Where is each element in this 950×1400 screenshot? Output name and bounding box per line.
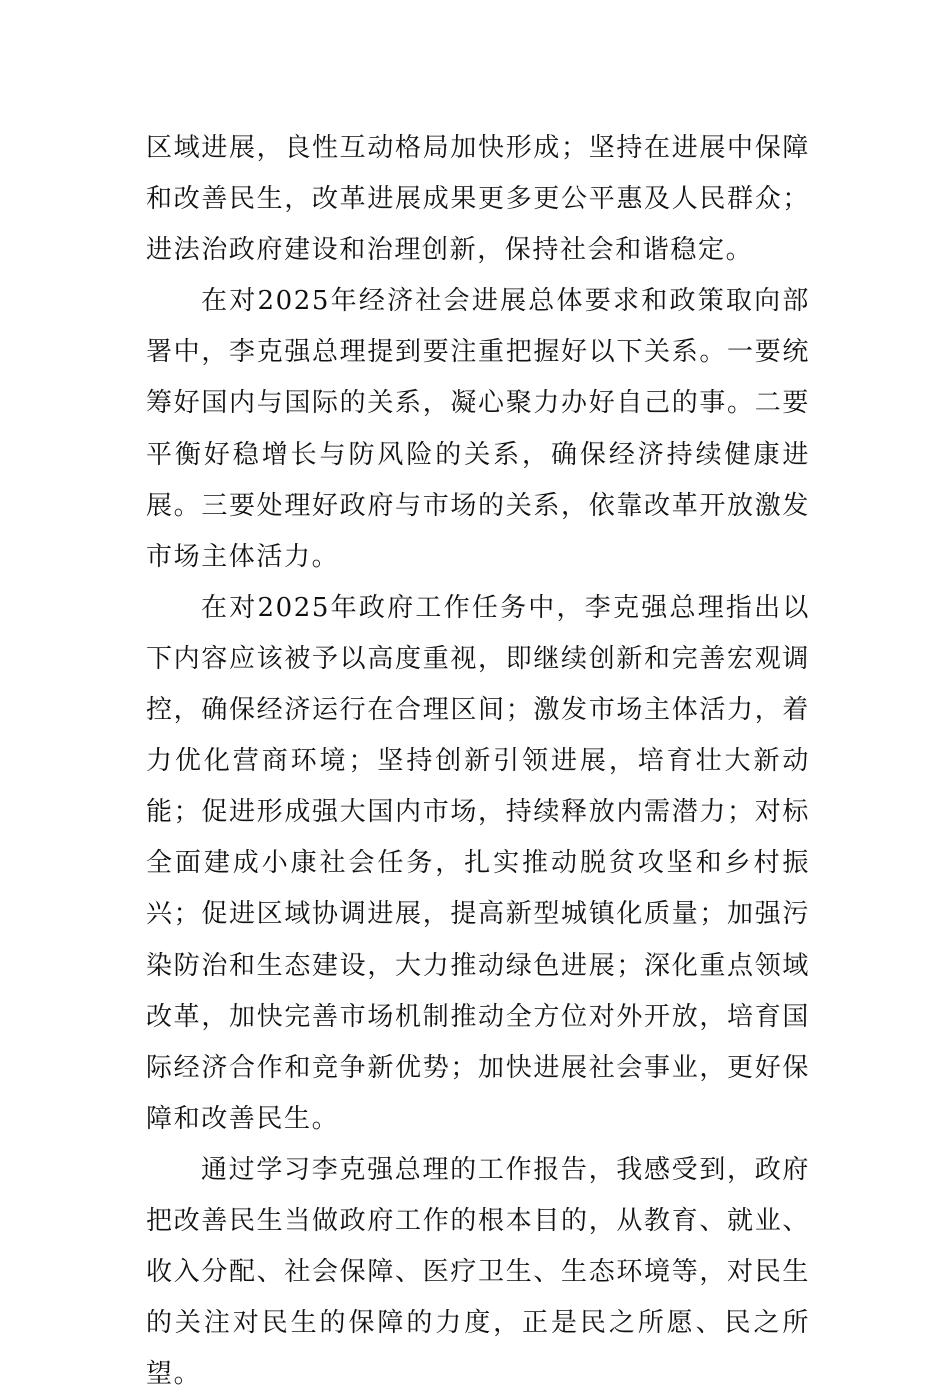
document-body xyxy=(146,123,810,1400)
paragraph-4: 通过学习李克强总理的工作报告，我感受到，政府把改善民生当做政府工作的根本目的，从教育、就业、收入分配、社会保障、医疗卫生、生态环境等，对民生的关注对民生的保障的力度，正是民之所愿、民之所望。 xyxy=(146,1154,810,1390)
paragraph-3: 在对2025年政府工作任务中，李克强总理指出以下内容应该被予以高度重视，即继续创新和完善宏观调控，确保经济运行在合理区间；激发市场主体活力，着力优化营商环境；坚持创新引领进展，培育壮大新动能；促进形成强大国内市场，持续释放内需潜力；对标全面建成小康社会任务，扎实推动脱贫攻坚和乡村振兴；促进区域协调进展，提高新型城镇化质量；加强污染防治和生态建设，大力推动绿色进展；深化重点领域改革，加快完善市场机制推动全方位对外开放，培育国际经济合作和竞争新优势；加快进展社会事业，更好保障和改善民生。 xyxy=(146,592,810,1134)
paragraph-1: 区域进展，良性互动格局加快形成；坚持在进展中保障和改善民生，改革进展成果更多更公平惠及人民群众；进法治政府建设和治理创新，保持社会和谐稳定。 xyxy=(146,133,810,266)
paragraph-2: 在对2025年经济社会进展总体要求和政策取向部署中，李克强总理提到要注重把握好以下关系。一要统筹好国内与国际的关系，凝心聚力办好自己的事。二要平衡好稳增长与防风险的关系，确保经济持续健康进展。三要处理好政府与市场的关系，依靠改革开放激发市场主体活力。 xyxy=(146,286,810,572)
